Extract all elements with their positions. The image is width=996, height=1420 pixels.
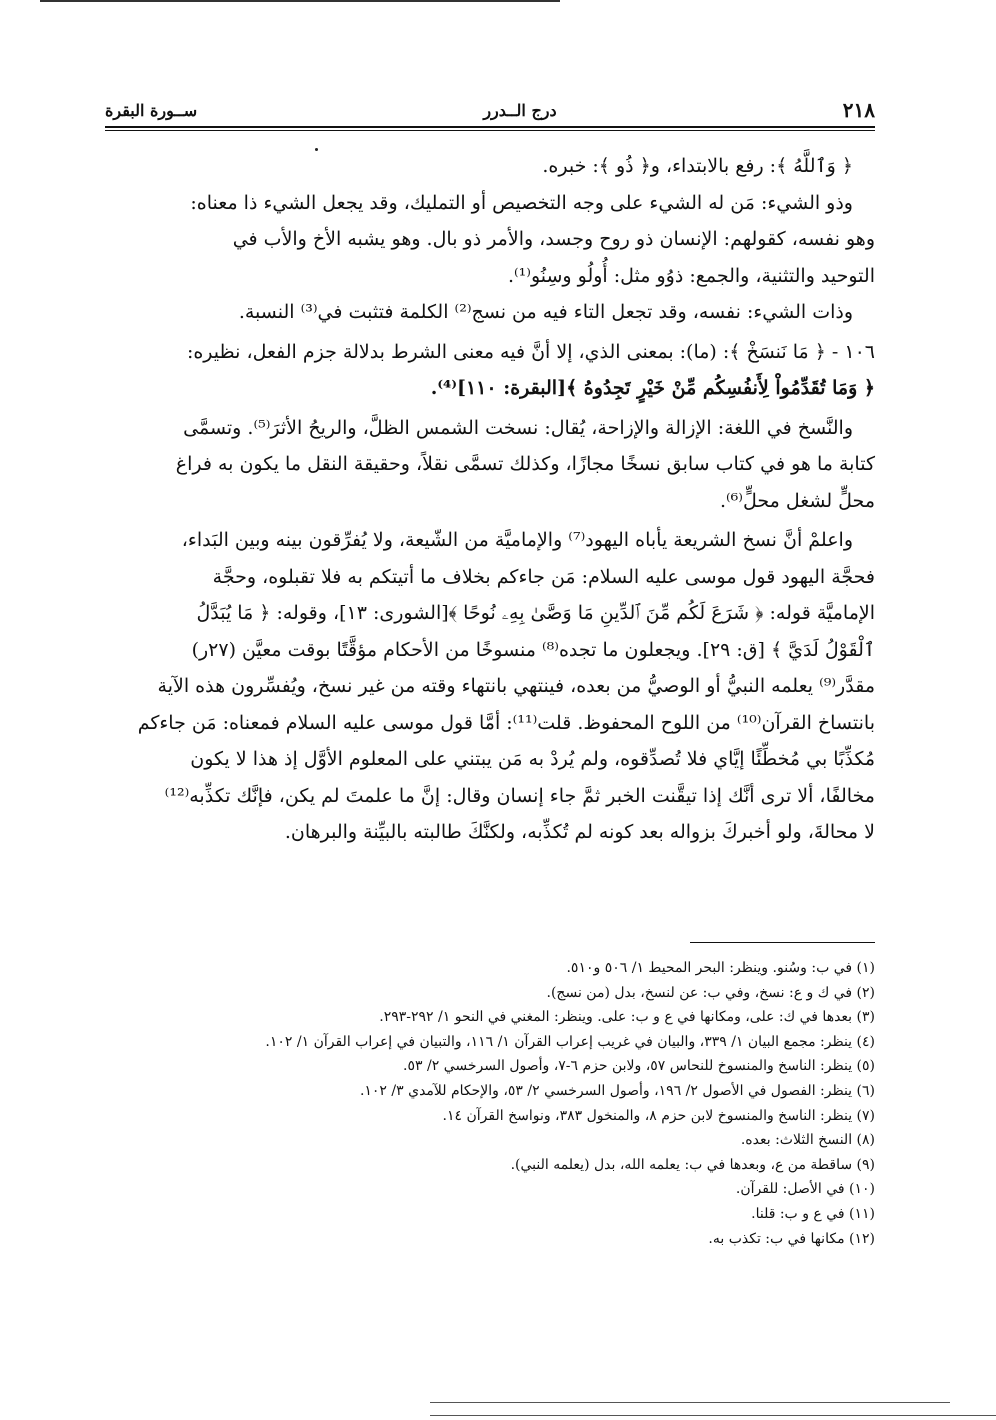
footnote: (٤) ينظر: مجمع البيان ١/ ٣٣٩، والبيان في غريب إعراب القرآن ١/ ١١٦، والتبيان في إعراب القرآن ١/ ١٠٢.: [265, 1033, 875, 1050]
text-line: وذات الشيء: نفسه، وقد تجعل التاء فيه من نسج⁽²⁾ الكلمة فتثبت في⁽³⁾ النسبة.: [238, 301, 853, 323]
text-line: ٱلْقَوْلُ لَدَيَّ ﴾ [ق: ٢٩]. ويجعلون ما تجده⁽⁸⁾ منسوخًا من الأحكام مؤقَّتًا بوقت معيَّن (٢٧ر): [191, 638, 875, 661]
page-number: ٢١٨: [842, 98, 875, 122]
footnote: (٣) بعدها في ك: على، ومكانها في ع و ب: على. وينظر: المغني في النحو ١/ ٢٩٢-٢٩٣.: [379, 1009, 875, 1026]
text-line: مُكذِّبًا بي مُخطِّئًا إيَّاي فلا تُصدِّقوه، ولم يُردْ به مَن يبتني على المعلوم الأوَّل إذ هذا لا يكون: [190, 748, 875, 770]
footnote: (٢) في ك و ع: نسخ، وفي ب: عن لنسخ، بدل (من نسج).: [546, 984, 875, 1001]
book-title: درج الــدرر: [483, 100, 557, 120]
text-line: وذو الشيء: مَن له الشيء على وجه التخصيص أو التمليك، وقد يجعل الشيء ذا معناه:: [190, 191, 853, 214]
text-line: والنَّسخ في اللغة: الإزالة والإزاحة، يُقال: نسخت الشمس الظلَّ، والريحُ الأثرَ⁽⁵⁾. وتسمَّى: [183, 416, 853, 439]
footnote-rule: [690, 942, 875, 943]
page-header: [105, 97, 875, 123]
text-line: مقدَّر⁽⁹⁾ يعلمه النبيُّ أو الوصيُّ من بعده، فينتهي بانتهاء وقته من غير نسخ، ويُفسِّرون هذه الآية: [157, 675, 875, 697]
text-line: واعلمْ أنَّ نسخ الشريعة يأباه اليهود⁽⁷⁾ والإماميَّة من الشّيعة، ولا يُفرِّقون بينه وبين البَداء،: [181, 529, 853, 551]
footnote: (٦) ينظر: الفصول في الأصول ٢/ ١٩٦، وأصول السرخسي ٢/ ٥٣، والإحكام للآمدي ٣/ ١٠٢.: [359, 1082, 875, 1099]
text-line: محلٍّ لشغل محلٍّ⁽⁶⁾.: [719, 489, 875, 512]
footnote: (٧) ينظر: الناسخ والمنسوخ لابن حزم ٨، والمنخول ٣٨٣، ونواسخ القرآن ١٤.: [442, 1107, 875, 1124]
header-rule-thin: [105, 130, 875, 131]
top-scan-rule: [40, 0, 560, 2]
footnote: (٩) ساقطة من ع، وبعدها في ب: يعلمه الله، بدل (يعلمه النبي).: [510, 1156, 875, 1173]
footnotes: [150, 956, 875, 1251]
footnote: (١٠) في الأصل: للقرآن.: [735, 1181, 875, 1198]
surah-title: ســورة البقرة: [105, 100, 198, 120]
header-rule: [105, 126, 875, 128]
text-line: كتابة ما هو في كتاب سابق نسخًا مجازًا، وكذلك تسمَّى نقلاً، وحقيقة النقل ما يكون به فراغ: [175, 453, 875, 475]
text-line: ﴿ وَٱللَّهُ ﴾: رفع بالابتداء، و﴿ ذُو ﴾: خبره.: [542, 155, 853, 177]
footnote: (٨) النسخ الثلاث: بعده.: [740, 1132, 875, 1149]
bottom-scan-rule: [430, 1402, 950, 1403]
text-line: فحجَّة اليهود قول موسى عليه السلام: مَن جاءكم بخلاف ما أتيتكم به فلا تقبلوه، وحجَّة: [212, 565, 875, 588]
text-line: وهو نفسه، كقولهم: الإنسان ذو روح وجسد، والأمر ذو بال. وهو يشبه الأخ والأب في: [232, 228, 875, 250]
text-line: الإماميَّة قوله: ﴿ شَرَعَ لَكُم مِّنَ ٱلدِّينِ مَا وَصَّىٰ بِهِۦ نُوحًا ﴾[الشورى: ١٣]، وقوله: ﴿ مَا يُبَدَّلُ: [196, 602, 875, 624]
text-line: مخالفًا، ألا ترى أنَّك إذا تيقَّنت الخبر ثمَّ جاء إنسان وقال: إنَّ ما علمتَ لم يكن، فإنَّك تكذِّبه⁽¹²⁾: [164, 784, 875, 807]
main-text: [103, 148, 875, 851]
bottom-scan-rule: [430, 1415, 996, 1416]
footnote: (١١) في ع و ب: قلنا.: [751, 1205, 875, 1222]
text-line: ١٠٦ - ﴿ مَا نَنسَخْ ﴾: (ما): بمعنى الذي، إلا أنَّ فيه معنى الشرط بدلالة جزم الفعل، نظيره:: [186, 340, 875, 363]
text-line: لا محالةَ، ولو أخبركَ بزواله بعد كونه لم تُكذِّبه، ولكنَّكَ طالبته بالبيِّنة والبرهان.: [284, 821, 875, 843]
footnote: (١٢) مكانها في ب: تكذب به.: [708, 1230, 875, 1247]
footnote: (٥) ينظر: الناسخ والمنسوخ للنحاس ٥٧، ولابن حزم ٦-٧، وأصول السرخسي ٢/ ٥٣.: [403, 1058, 875, 1075]
text-line: ﴿ وَمَا تُقَدِّمُواْ لِأَنفُسِكُم مِّنْ خَيْرٍ تَجِدُوهُ ﴾[البقرة: ١١٠]⁽⁴⁾.: [430, 377, 875, 399]
text-line: التوحيد والتثنية، والجمع: ذوُو مثل: أُولُو وسِنُو⁽¹⁾.: [507, 264, 875, 287]
footnote: (١) في ب: وسُنو. وينظر: البحر المحيط ١/ ٥٠٦ و٥١٠.: [566, 960, 875, 976]
text-line: بانتساخ القرآن⁽¹⁰⁾ من اللوح المحفوظ. قلت⁽¹¹⁾: أمَّا قول موسى عليه السلام فمعناه: مَن جاءكم: [137, 711, 875, 734]
